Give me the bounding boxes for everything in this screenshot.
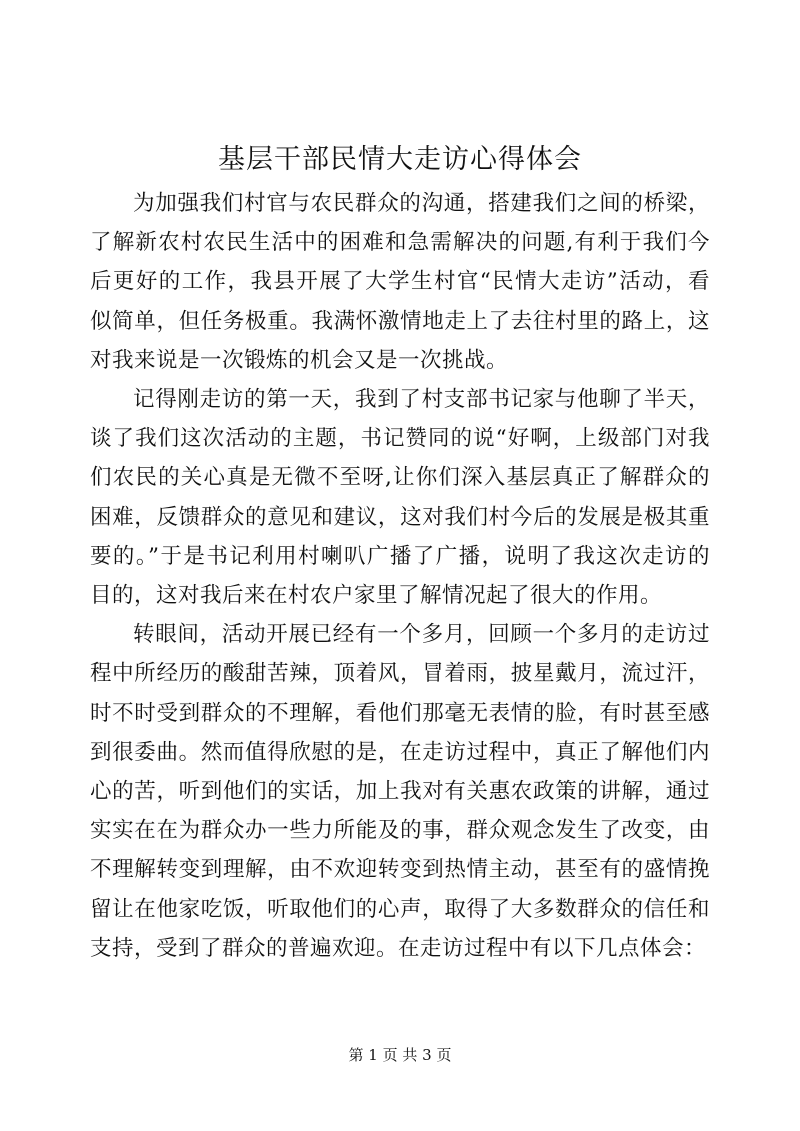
paragraph-3 (90, 615, 710, 968)
paragraph-line: 程中所经历的酸甜苦辣，顶着风，冒着雨，披星戴月，流过汗， (90, 661, 710, 687)
paragraph-line: 到很委曲。然而值得欣慰的是，在走访过程中，真正了解他们内 (90, 739, 710, 765)
paragraph-line: 谈了我们这次活动的主题，书记赞同的说“好啊，上级部门对我 (90, 426, 710, 452)
paragraph-line: 似简单，但任务极重。我满怀激情地走上了去往村里的路上，这 (90, 308, 710, 334)
paragraph-line: 后更好的工作，我县开展了大学生村官“民情大走访”活动，看 (90, 269, 710, 295)
paragraph-line: 转眼间，活动开展已经有一个多月，回顾一个多月的走访过 (133, 622, 710, 648)
document-body (90, 184, 710, 968)
page-footer: 第 1 页 共 3 页 (348, 1046, 452, 1064)
paragraph-line: 支持，受到了群众的普遍欢迎。在走访过程中有以下几点体会： (90, 935, 707, 961)
paragraph-line: 留让在他家吃饭，听取他们的心声，取得了大多数群众的信任和 (90, 896, 710, 922)
paragraph-line: 时不时受到群众的不理解，看他们那毫无表情的脸，有时甚至感 (90, 700, 710, 726)
paragraph-line: 记得刚走访的第一天，我到了村支部书记家与他聊了半天， (133, 387, 710, 413)
paragraph-2 (90, 380, 710, 615)
paragraph-line: 不理解转变到理解，由不欢迎转变到热情主动，甚至有的盛情挽 (90, 857, 710, 883)
paragraph-line: 了解新农村农民生活中的困难和急需解决的问题,有利于我们今 (90, 230, 710, 256)
paragraph-line: 对我来说是一次锻炼的机会又是一次挑战。 (90, 347, 509, 373)
paragraph-line: 实实在在为群众办一些力所能及的事，群众观念发生了改变，由 (90, 818, 710, 844)
paragraph-1 (90, 184, 710, 380)
paragraph-line: 为加强我们村官与农民群众的沟通，搭建我们之间的桥梁， (133, 191, 710, 216)
paragraph-line: 们农民的关心真是无微不至呀,让你们深入基层真正了解群众的 (90, 465, 710, 491)
document-title: 基层干部民情大走访心得体会 (218, 144, 582, 175)
paragraph-line: 心的苦，听到他们的实话，加上我对有关惠农政策的讲解，通过 (90, 779, 710, 805)
paragraph-line: 目的，这对我后来在村农户家里了解情况起了很大的作用。 (90, 583, 663, 609)
paragraph-line: 困难，反馈群众的意见和建议，这对我们村今后的发展是极其重 (90, 504, 710, 530)
paragraph-line: 要的。”于是书记利用村喇叭广播了广播，说明了我这次走访的 (90, 543, 710, 569)
